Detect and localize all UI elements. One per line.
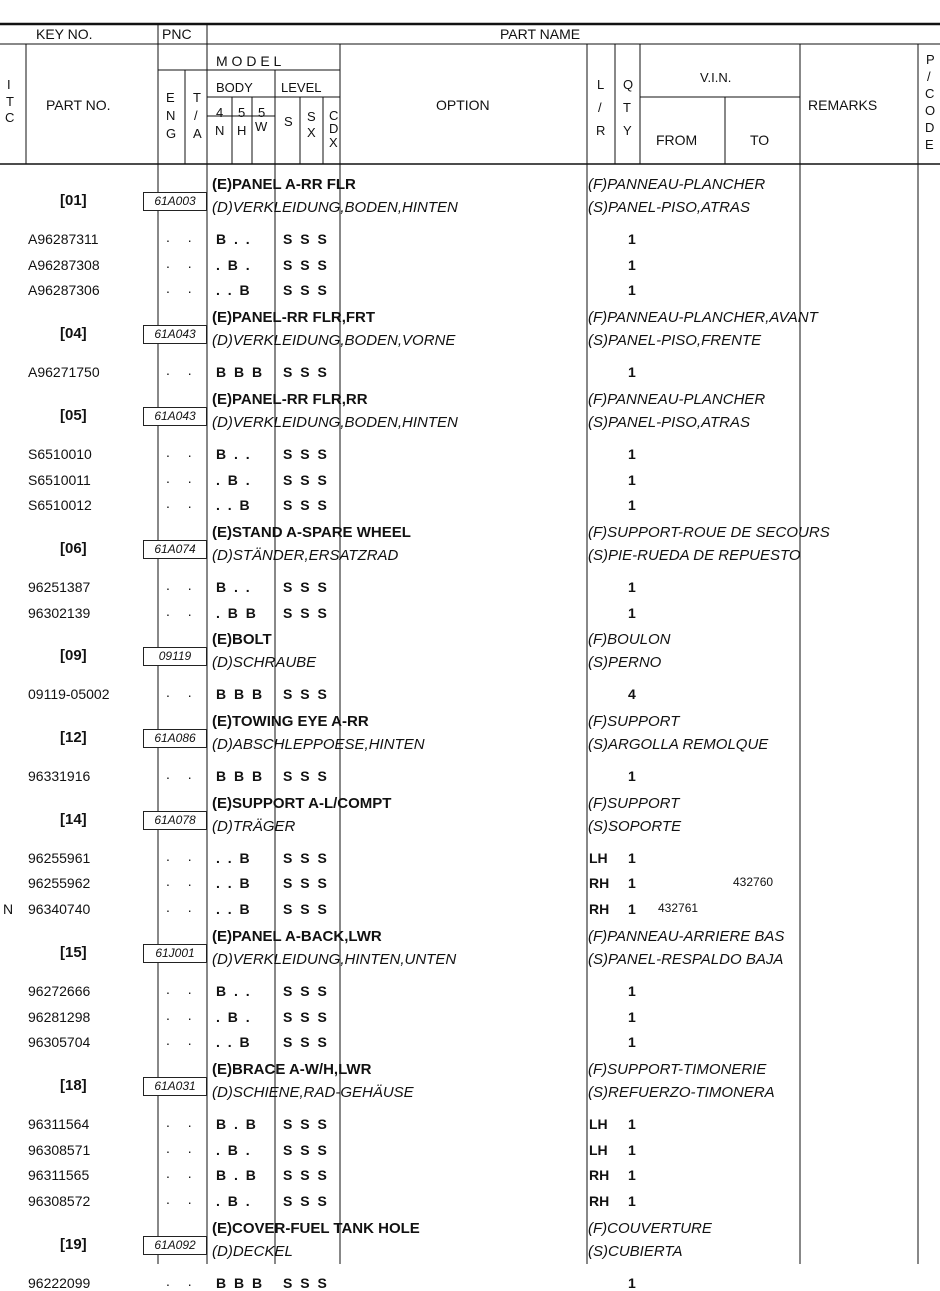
part-number: 96302139 [28,604,91,621]
header-level-col-3: C [329,108,339,123]
quantity: 1 [628,445,636,462]
part-number: A96287311 [28,231,99,247]
key-number: [06] [60,539,87,557]
header-body-col-5: H [237,123,247,138]
body-flags: . . B [216,849,252,866]
eng-ta-dots: . . [166,1272,199,1289]
quantity: 1 [628,1141,636,1158]
level-flags: S S S [283,231,329,247]
header-itc-3: C [5,110,15,125]
header-vin-to: TO [750,132,770,148]
quantity: 1 [628,1167,636,1184]
key-number: [05] [60,406,87,424]
header-eng-3: G [166,126,177,141]
eng-ta-dots: . . [166,1165,199,1182]
option-german: (D)VERKLEIDUNG,HINTEN,UNTEN [212,950,457,968]
option-french: (F)SUPPORT-TIMONERIE [588,1060,767,1078]
level-flags: S S S [283,686,329,703]
key-number: [15] [60,943,87,961]
eng-ta-dots: . . [166,602,199,619]
body-flags: . B . [216,1193,252,1209]
quantity: 1 [628,849,636,866]
quantity: 1 [628,768,636,784]
header-part-name: PART NAME [500,26,581,42]
key-number: [14] [60,810,87,828]
lr-side: LH [589,849,608,866]
level-flags: S S S [283,1141,329,1158]
option-english: (E)COVER-FUEL TANK HOLE [212,1219,420,1237]
pnc-box: 61A043 [143,325,207,344]
level-flags: S S S [283,849,329,866]
level-flags: S S S [283,1167,329,1184]
body-flags: . B . [216,471,252,488]
option-spanish: (S)PERNO [588,654,662,672]
eng-ta-dots: . . [166,980,199,997]
eng-ta-dots: . . [166,280,199,297]
part-number: A96287306 [28,282,100,299]
option-french: (F)SUPPORT-ROUE DE SECOURS [588,523,830,541]
option-french: (F)SUPPORT [588,794,680,812]
header-lr-3: R [596,123,606,138]
body-flags: B . . [216,445,252,462]
quantity: 1 [628,497,636,514]
header-level-col-4: X [307,125,316,140]
header-part-no: PART NO. [46,97,111,113]
part-number: S6510012 [28,497,92,514]
header-body-col-3: 5 [258,105,266,120]
header-ta-2: / [194,108,198,123]
eng-ta-dots: . . [166,1139,199,1156]
header-itc-1: I [7,77,11,92]
header-qty-1: Q [623,77,634,92]
option-spanish: (S)PANEL-RESPALDO BAJA [588,950,784,968]
part-number: S6510011 [28,471,91,488]
option-french: (F)COUVERTURE [588,1219,712,1237]
key-number: [12] [60,729,87,746]
body-flags: . . B [216,497,252,514]
part-number: 96305704 [28,1034,91,1051]
option-german: (D)SCHIENE,RAD-GEHÄUSE [212,1083,414,1101]
level-flags: S S S [283,1034,329,1051]
quantity: 1 [628,256,636,273]
part-number: 96308571 [28,1141,91,1158]
option-german: (D)VERKLEIDUNG,BODEN,VORNE [212,332,456,350]
eng-ta-dots: . . [166,254,199,271]
quantity: 1 [628,231,636,247]
header-level: LEVEL [281,80,322,95]
body-flags: . . B [216,901,252,918]
pnc-box: 61A078 [143,811,207,830]
body-flags: B B B [216,686,265,703]
quantity: 1 [628,1193,636,1209]
header-lr-2: / [598,100,602,115]
vin-to: 432760 [733,875,774,890]
body-flags: B . . [216,982,252,999]
header-lr-1: L [597,77,605,92]
body-flags: B B B [216,768,265,784]
option-german: (D)TRÄGER [212,817,296,835]
option-english: (E)PANEL-RR FLR,FRT [212,309,376,327]
body-flags: B . . [216,231,252,247]
pnc-box: 61J001 [143,944,207,963]
header-eng-2: N [166,108,176,123]
option-french: (F)BOULON [588,631,671,649]
part-number: 96222099 [28,1274,91,1291]
lr-side: RH [589,901,610,918]
quantity: 1 [628,604,636,621]
body-flags: . B . [216,1141,252,1158]
header-pcode-1: P [926,52,935,67]
header-remarks: REMARKS [808,97,878,113]
part-number: 96311565 [28,1167,90,1184]
option-english: (E)STAND A-SPARE WHEEL [212,523,411,541]
eng-ta-dots: . . [166,847,199,864]
lr-side: RH [589,1167,610,1184]
level-flags: S S S [283,1115,329,1132]
header-itc-2: T [6,94,14,109]
quantity: 1 [628,364,636,381]
header-pcode-4: O [925,103,936,118]
option-german: (D)VERKLEIDUNG,BODEN,HINTEN [212,413,458,431]
option-english: (E)SUPPORT A-L/COMPT [212,794,392,812]
part-number: 96340740 [28,901,91,918]
part-number: S6510010 [28,445,92,462]
part-number: 96281298 [28,1008,91,1025]
part-number: 96255962 [28,875,91,892]
quantity: 1 [628,1274,636,1291]
header-pcode-2: / [927,69,931,84]
option-spanish: (S)SOPORTE [588,817,682,835]
pnc-box: 61A092 [143,1236,207,1255]
eng-ta-dots: . . [166,1032,199,1049]
pnc-box: 61A003 [143,192,207,211]
header-body: BODY [216,80,253,95]
quantity: 1 [628,578,636,595]
level-flags: S S S [283,901,329,918]
option-german: (D)VERKLEIDUNG,BODEN,HINTEN [212,199,458,216]
quantity: 1 [628,875,636,892]
body-flags: B . B [216,1115,258,1132]
header-body-col-6: W [255,119,268,134]
option-french: (F)SUPPORT [588,713,680,730]
option-spanish: (S)REFUERZO-TIMONERA [588,1083,775,1101]
lr-side: LH [589,1141,608,1158]
option-french: (F)PANNEAU-PLANCHER,AVANT [588,309,818,327]
level-flags: S S S [283,982,329,999]
eng-ta-dots: . . [166,229,199,245]
header-body-col-2: 5 [238,105,246,120]
option-english: (E)PANEL-RR FLR,RR [212,390,368,408]
option-german: (D)ABSCHLEPPOESE,HINTEN [212,736,425,753]
header-ta-3: A [193,126,202,141]
option-german: (D)STÄNDER,ERSATZRAD [212,546,399,564]
header-body-col-1: 4 [216,105,224,120]
quantity: 1 [628,282,636,299]
header-vin: V.I.N. [700,70,732,85]
pnc-box: 09119 [143,647,207,666]
level-flags: S S S [283,768,329,784]
option-english: (E)PANEL A-RR FLR [212,176,356,193]
quantity: 1 [628,901,636,918]
body-flags: . . B [216,1034,252,1051]
level-flags: S S S [283,256,329,273]
option-spanish: (S)ARGOLLA REMOLQUE [588,736,769,753]
part-number: 96311564 [28,1115,90,1132]
header-level-col-5: D [329,121,339,136]
option-spanish: (S)PANEL-PISO,ATRAS [588,413,750,431]
level-flags: S S S [283,604,329,621]
body-flags: . . B [216,282,252,299]
body-flags: . B . [216,1008,252,1025]
part-number: 96331916 [28,768,91,784]
body-flags: . B B [216,604,258,621]
header-level-col-1: S [284,114,293,129]
option-english: (E)BOLT [212,631,272,649]
header-model: M O D E L [216,53,282,69]
key-number: [09] [60,647,87,665]
header-key-no: KEY NO. [36,26,93,42]
part-number: 96255961 [28,849,91,866]
level-flags: S S S [283,1274,329,1291]
eng-ta-dots: . . [166,766,199,782]
key-number: [04] [60,325,87,343]
option-french: (F)PANNEAU-ARRIERE BAS [588,927,785,945]
quantity: 1 [628,1034,636,1051]
level-flags: S S S [283,875,329,892]
header-pcode-3: C [925,86,935,101]
level-flags: S S S [283,1193,329,1209]
part-number: 96308572 [28,1193,91,1209]
body-flags: B B B [216,1274,265,1291]
level-flags: S S S [283,1008,329,1025]
option-english: (E)BRACE A-W/H,LWR [212,1060,372,1078]
body-flags: B . . [216,578,252,595]
level-flags: S S S [283,578,329,595]
quantity: 1 [628,982,636,999]
header-eng-1: E [166,90,175,105]
header-qty-3: Y [623,123,632,138]
eng-ta-dots: . . [166,684,199,701]
body-flags: B . B [216,1167,258,1184]
eng-ta-dots: . . [166,1006,199,1023]
key-number: [01] [60,192,87,209]
header-body-col-4: N [215,123,225,138]
option-german: (D)DECKEL [212,1242,293,1260]
lr-side: RH [589,875,610,892]
pnc-box: 61A074 [143,540,207,559]
body-flags: B B B [216,364,265,381]
option-french: (F)PANNEAU-PLANCHER [588,390,766,408]
option-spanish: (S)PANEL-PISO,FRENTE [588,332,762,350]
pnc-box: 61A043 [143,407,207,426]
pnc-box: 61A086 [143,729,207,748]
level-flags: S S S [283,471,329,488]
option-spanish: (S)CUBIERTA [588,1242,683,1260]
part-number: 09119-05002 [28,686,110,703]
header-option: OPTION [436,97,490,113]
eng-ta-dots: . . [166,899,199,916]
header-vin-from: FROM [656,132,698,148]
level-flags: S S S [283,364,329,381]
pnc-box: 61A031 [143,1077,207,1096]
option-english: (E)PANEL A-BACK,LWR [212,927,382,945]
eng-ta-dots: . . [166,469,199,486]
eng-ta-dots: . . [166,495,199,512]
level-flags: S S S [283,497,329,514]
header-ta-1: T [193,90,201,105]
eng-ta-dots: . . [166,1113,199,1130]
part-number: A96287308 [28,256,100,273]
option-french: (F)PANNEAU-PLANCHER [588,176,766,193]
option-german: (D)SCHRAUBE [212,654,317,672]
lr-side: LH [589,1115,608,1132]
option-spanish: (S)PANEL-PISO,ATRAS [588,199,750,216]
body-flags: . . B [216,875,252,892]
part-number: 96251387 [28,578,91,595]
quantity: 4 [628,686,636,703]
eng-ta-dots: . . [166,873,199,890]
level-flags: S S S [283,282,329,299]
eng-ta-dots: . . [166,443,199,460]
eng-ta-dots: . . [166,576,199,593]
part-number: A96271750 [28,364,100,381]
vin-from: 432761 [658,901,699,916]
quantity: 1 [628,1008,636,1025]
eng-ta-dots: . . [166,1191,199,1207]
header-pnc: PNC [162,26,192,42]
header-pcode-6: E [925,137,934,152]
eng-ta-dots: . . [166,362,199,379]
key-number: [19] [60,1235,87,1253]
option-english: (E)TOWING EYE A-RR [212,713,369,730]
part-number: 96272666 [28,982,91,999]
quantity: 1 [628,471,636,488]
quantity: 1 [628,1115,636,1132]
body-flags: . B . [216,256,252,273]
level-flags: S S S [283,445,329,462]
header-level-col-2: S [307,109,316,124]
option-spanish: (S)PIE-RUEDA DE REPUESTO [588,546,801,564]
itc-code: N [3,901,14,918]
header-qty-2: T [623,100,631,115]
key-number: [18] [60,1076,87,1094]
lr-side: RH [589,1193,610,1209]
header-level-col-6: X [329,135,338,150]
header-pcode-5: D [925,120,935,135]
